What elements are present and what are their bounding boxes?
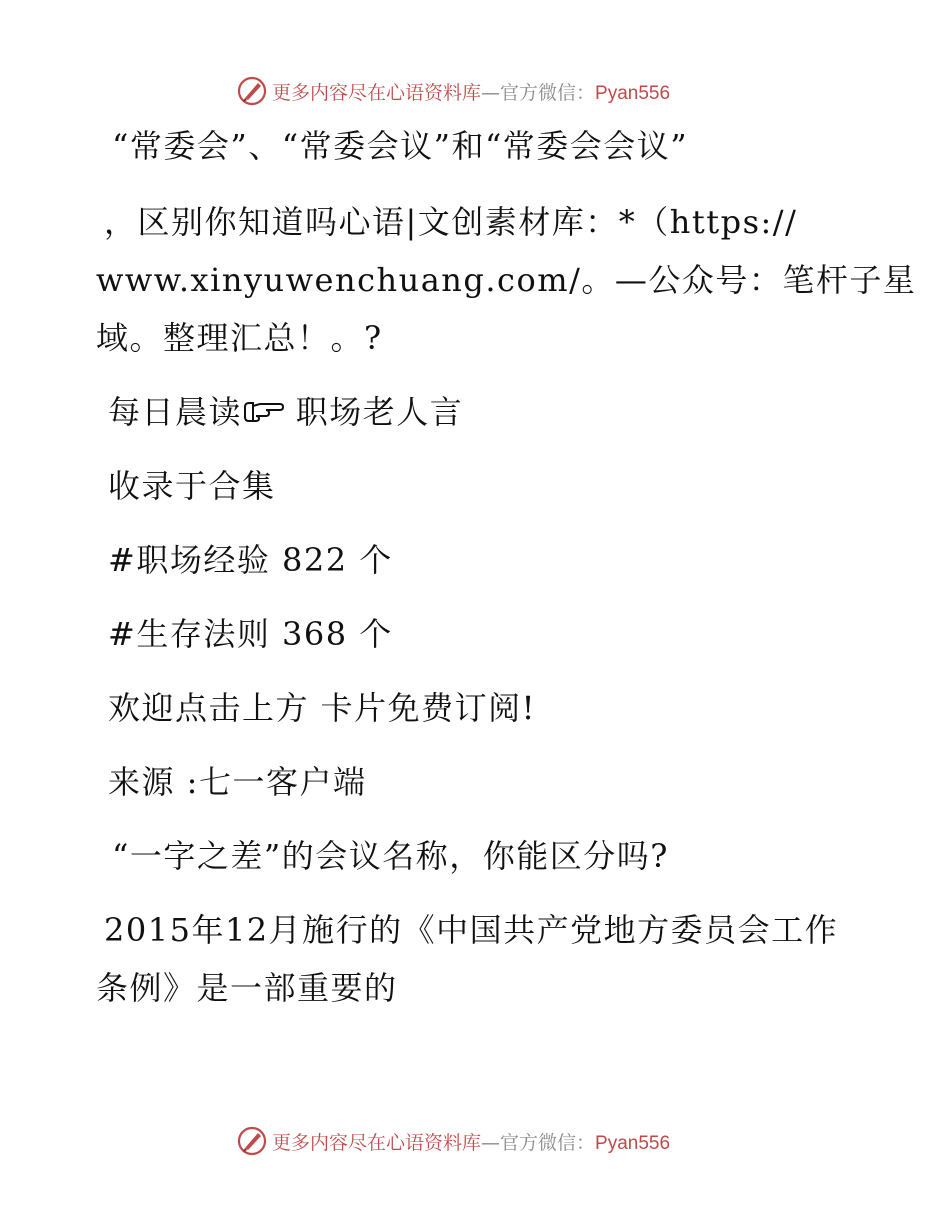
watermark-title: 更多内容尽在心语资料库 bbox=[272, 1131, 482, 1154]
title-line-2: ，区别你知道吗心语|文创素材库：*（https:// bbox=[104, 203, 798, 241]
collection-label: 收录于合集 bbox=[108, 467, 276, 505]
daily-reading-label: 每日晨读 bbox=[108, 393, 243, 431]
watermark-id: Pyan556 bbox=[595, 1132, 671, 1154]
watermark-text bbox=[272, 1128, 670, 1155]
watermark-text bbox=[272, 78, 670, 105]
paragraph-line-1: 2015年12月施行的《中国共产党地方委员会工作 bbox=[104, 911, 839, 949]
title-line-4: 域。整理汇总！。? bbox=[96, 319, 383, 357]
tag-survival-rules[interactable]: #生存法则 368 个 bbox=[108, 615, 393, 653]
daily-reading-title: 职场老人言 bbox=[284, 393, 464, 431]
footer-watermark bbox=[236, 1124, 670, 1158]
watermark-id: Pyan556 bbox=[595, 82, 671, 104]
paragraph-line-2: 条例》是一部重要的 bbox=[96, 969, 398, 1007]
title-line-3: www.xinyuwenchuang.com/。—公众号：笔杆子星 bbox=[96, 261, 917, 299]
watermark-label: 官方微信： bbox=[500, 81, 596, 104]
daily-reading-line bbox=[108, 392, 463, 432]
subscribe-prompt: 欢迎点击上方 卡片免费订阅! bbox=[108, 689, 537, 727]
watermark-title: 更多内容尽在心语资料库 bbox=[272, 81, 482, 104]
section-heading: “一字之差”的会议名称，你能区分吗? bbox=[112, 837, 669, 875]
quill-logo-icon bbox=[236, 1125, 268, 1157]
watermark-label: 官方微信： bbox=[500, 1131, 596, 1154]
title-line-1: “常委会”、“常委会议”和“常委会会议” bbox=[112, 127, 689, 165]
watermark-dash: — bbox=[481, 81, 501, 104]
quill-logo-icon bbox=[236, 75, 268, 107]
source-line: 来源 :七一客户端 bbox=[108, 763, 367, 801]
watermark-dash: — bbox=[481, 1131, 501, 1154]
tag-workplace-experience[interactable]: #职场经验 822 个 bbox=[108, 541, 393, 579]
header-watermark bbox=[236, 74, 670, 108]
pointing-hand-icon bbox=[242, 399, 284, 425]
